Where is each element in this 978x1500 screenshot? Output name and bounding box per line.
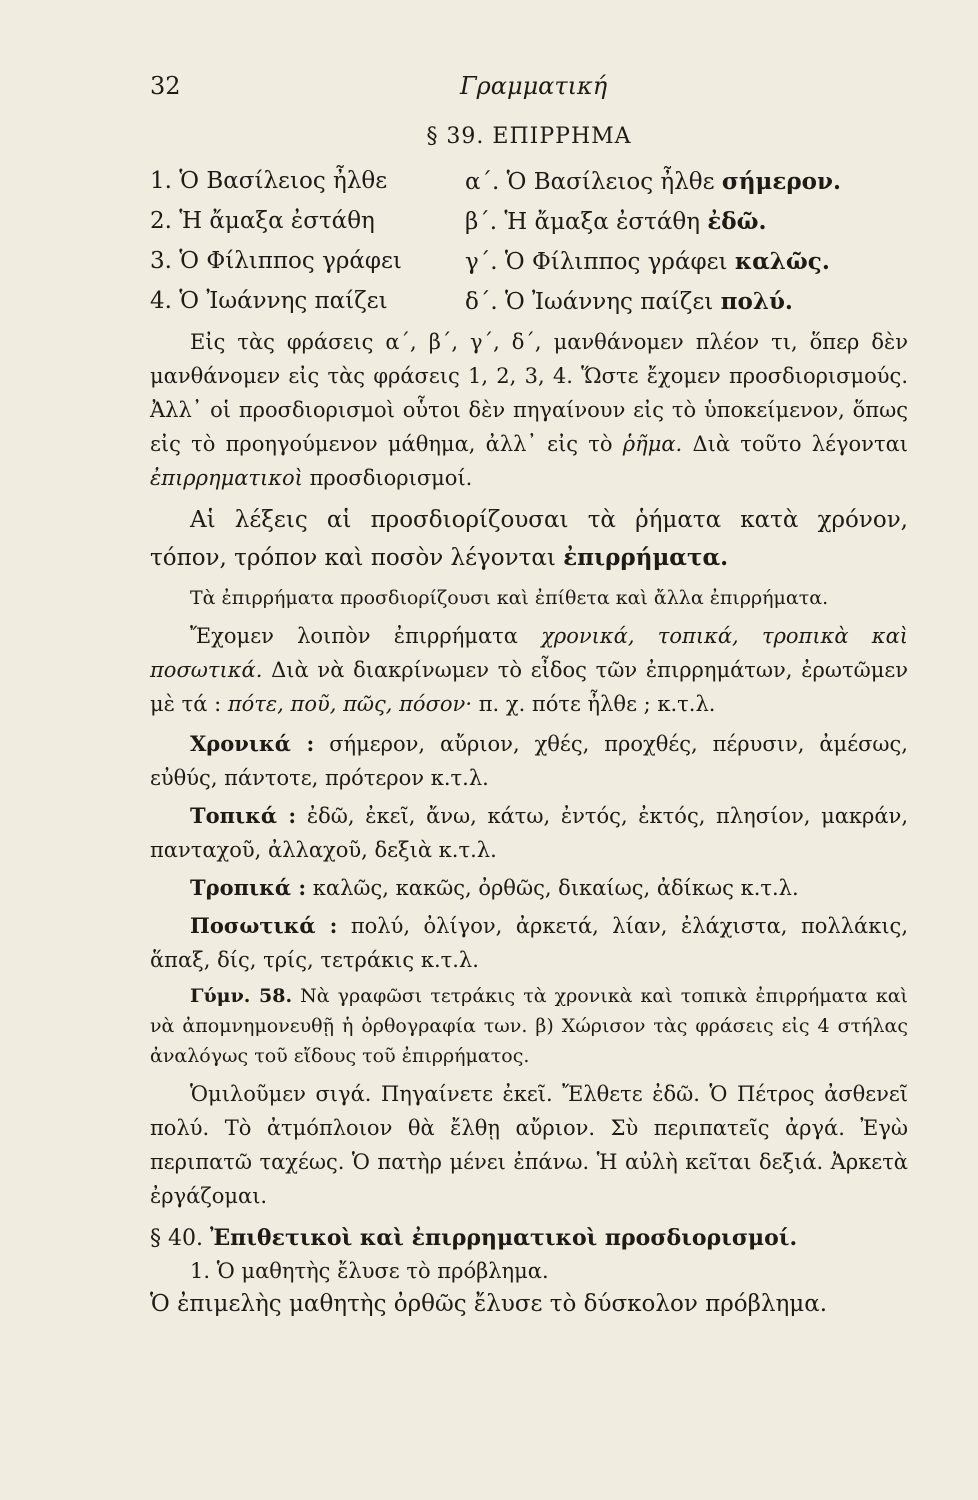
- example-pair: [150, 281, 908, 321]
- types-text: Ἔχομεν λοιπὸν ἐπιρρήματα: [190, 624, 518, 648]
- example-pair: [150, 201, 908, 241]
- definition-text: Αἱ λέξεις αἱ προσδιορίζουσαι τὰ ῥήματα κατὰ χρόνον, τόπον, τρόπον καὶ ποσὸν λέγονται: [150, 507, 908, 571]
- plain-sentence: 2. Ἡ ἄμαξα ἐστάθη: [150, 208, 375, 234]
- category-examples: καλῶς, κακῶς, ὀρθῶς, δικαίως, ἀδίκως κ.τ.λ.: [312, 876, 799, 900]
- example-sentence: 1. Ὁ μαθητὴς ἔλυσε τὸ πρόβλημα.: [190, 1259, 549, 1283]
- modified-sentence-text: β΄. Ἡ ἄμαξα ἐστάθη: [465, 208, 700, 235]
- adverb-word: πολύ.: [720, 287, 793, 315]
- category-paragraph: [150, 909, 908, 977]
- example-sentence: Ὁ ἐπιμελὴς μαθητὴς ὀρθῶς ἔλυσε τὸ δύσκολον πρόβλημα.: [150, 1291, 828, 1317]
- explanation-text: προσδιορισμοί.: [309, 466, 473, 490]
- exercise-paragraph: [150, 981, 908, 1071]
- italic-term: ῥῆμα.: [622, 432, 683, 456]
- italic-term: χρονικά, τοπικά, τροπικὰ καὶ ποσωτικά.: [150, 624, 908, 682]
- italic-term: ἐπιρρηματικοὶ: [150, 466, 303, 490]
- explanation-paragraph: [150, 325, 908, 495]
- plain-sentence: 1. Ὁ Βασίλειος ἦλθε: [150, 168, 388, 194]
- exercise-text: Νὰ γραφῶσι τετράκις τὰ χρονικὰ καὶ τοπικὰ ἐπιρρήματα καὶ νὰ ἀπομνημονευθῇ ἡ ὀρθογραφία των. β) Χώρισον τὰς φράσεις εἰς 4 στήλας ἀναλόγως τοῦ εἴδους τοῦ ἐπιρρήματος.: [150, 985, 908, 1067]
- modified-sentence: [465, 248, 830, 275]
- adverb-word: ἐδῶ.: [707, 207, 767, 235]
- section-39-title: § 39. ΕΠΙΡΡΗΜΑ: [426, 124, 632, 149]
- types-text: Διὰ νὰ διακρίνωμεν τὸ εἶδος τῶν ἐπιρρημάτων, ἐρωτῶμεν μὲ τά :: [150, 658, 908, 716]
- page-number: 32: [150, 72, 181, 100]
- example-pair: [150, 161, 908, 201]
- page-content: [150, 124, 908, 1325]
- category-term: Ποσωτικά :: [190, 913, 338, 938]
- running-title: Γραμματική: [460, 72, 608, 100]
- exercise-label: Γύμν. 58.: [190, 985, 293, 1007]
- category-paragraph: [150, 799, 908, 867]
- defined-term: ἐπιρρήματα.: [563, 544, 729, 571]
- category-examples: πολύ, ὀλίγον, ἀρκετά, λίαν, ἐλάχιστα, πολλάκις, ἅπαξ, δίς, τρίς, τετράκις κ.τ.λ.: [150, 914, 908, 972]
- category-term: Τροπικά :: [190, 875, 307, 900]
- category-examples: ἐδῶ, ἐκεῖ, ἄνω, κάτω, ἐντός, ἐκτός, πλησίον, μακράν, πανταχοῦ, ἀλλαχοῦ, δεξιὰ κ.τ.λ.: [150, 804, 908, 862]
- modified-sentence: [465, 208, 767, 235]
- example-pairs: [150, 161, 908, 321]
- plain-sentence: 3. Ὁ Φίλιππος γράφει: [150, 248, 402, 274]
- example-pair: [150, 241, 908, 281]
- page-header: [150, 72, 850, 112]
- category-examples: σήμερον, αὔριον, χθές, προχθές, πέρυσιν, ἀμέσως, εὐθύς, πάντοτε, πρότερον κ.τ.λ.: [150, 732, 908, 790]
- modified-sentence-text: δ΄. Ὁ Ἰωάννης παίζει: [465, 288, 714, 315]
- section-heading: Ἐπιθετικοὶ καὶ ἐπιρρηματικοὶ προσδιορισμοί.: [209, 1225, 798, 1251]
- modified-sentence: [465, 168, 841, 195]
- note-paragraph: Τὰ ἐπιρρήματα προσδιορίζουσι καὶ ἐπίθετα καὶ ἄλλα ἐπιρρήματα.: [190, 587, 829, 609]
- modified-sentence: [465, 288, 793, 315]
- explanation-text: Εἰς τὰς φράσεις α΄, β΄, γ΄, δ΄, μανθάνομεν πλέον τι, ὅπερ δὲν μανθάνομεν εἰς τὰς φράσεις 1, 2, 3, 4. Ὥστε ἔχομεν προσδιορισμούς. Ἀλλ᾽ οἱ προσδιορισμοὶ οὗτοι δὲν πηγαίνουν εἰς τὸ ὑποκείμενον, ὅπως εἰς τὸ προηγούμενον μάθημα, ἀλλ᾽ εἰς τὸ: [150, 330, 908, 456]
- modified-sentence-text: γ΄. Ὁ Φίλιππος γράφει: [465, 248, 728, 275]
- types-text: π. χ. πότε ἦλθε ; κ.τ.λ.: [478, 692, 716, 716]
- exercise-sentences: Ὁμιλοῦμεν σιγά. Πηγαίνετε ἐκεῖ. Ἔλθετε ἐδῶ. Ὁ Πέτρος ἀσθενεῖ πολύ. Τὸ ἀτμόπλοιον θὰ ἔλθῃ αὔριον. Σὺ περιπατεῖς ἀργά. Ἐγὼ περιπατῶ ταχέως. Ὁ πατὴρ μένει ἐπάνω. Ἡ αὐλὴ κεῖται δεξιά. Ἀρκετὰ ἐργάζομαι.: [150, 1082, 908, 1208]
- category-paragraph: [150, 871, 908, 905]
- plain-sentence: 4. Ὁ Ἰωάννης παίζει: [150, 288, 388, 314]
- section-40-title: [150, 1225, 908, 1251]
- section-number: § 40.: [150, 1226, 203, 1251]
- category-term: Χρονικά :: [190, 731, 315, 756]
- definition-paragraph: [150, 501, 908, 577]
- explanation-text: Διὰ τοῦτο λέγονται: [692, 432, 908, 456]
- adverb-word: καλῶς.: [734, 247, 830, 275]
- category-term: Τοπικά :: [190, 803, 297, 828]
- modified-sentence-text: α΄. Ὁ Βασίλειος ἦλθε: [465, 168, 715, 195]
- italic-term: πότε, ποῦ, πῶς, πόσον·: [227, 692, 472, 716]
- adverb-types-paragraph: [150, 619, 908, 721]
- adverb-word: σήμερον.: [721, 167, 841, 195]
- category-paragraph: [150, 727, 908, 795]
